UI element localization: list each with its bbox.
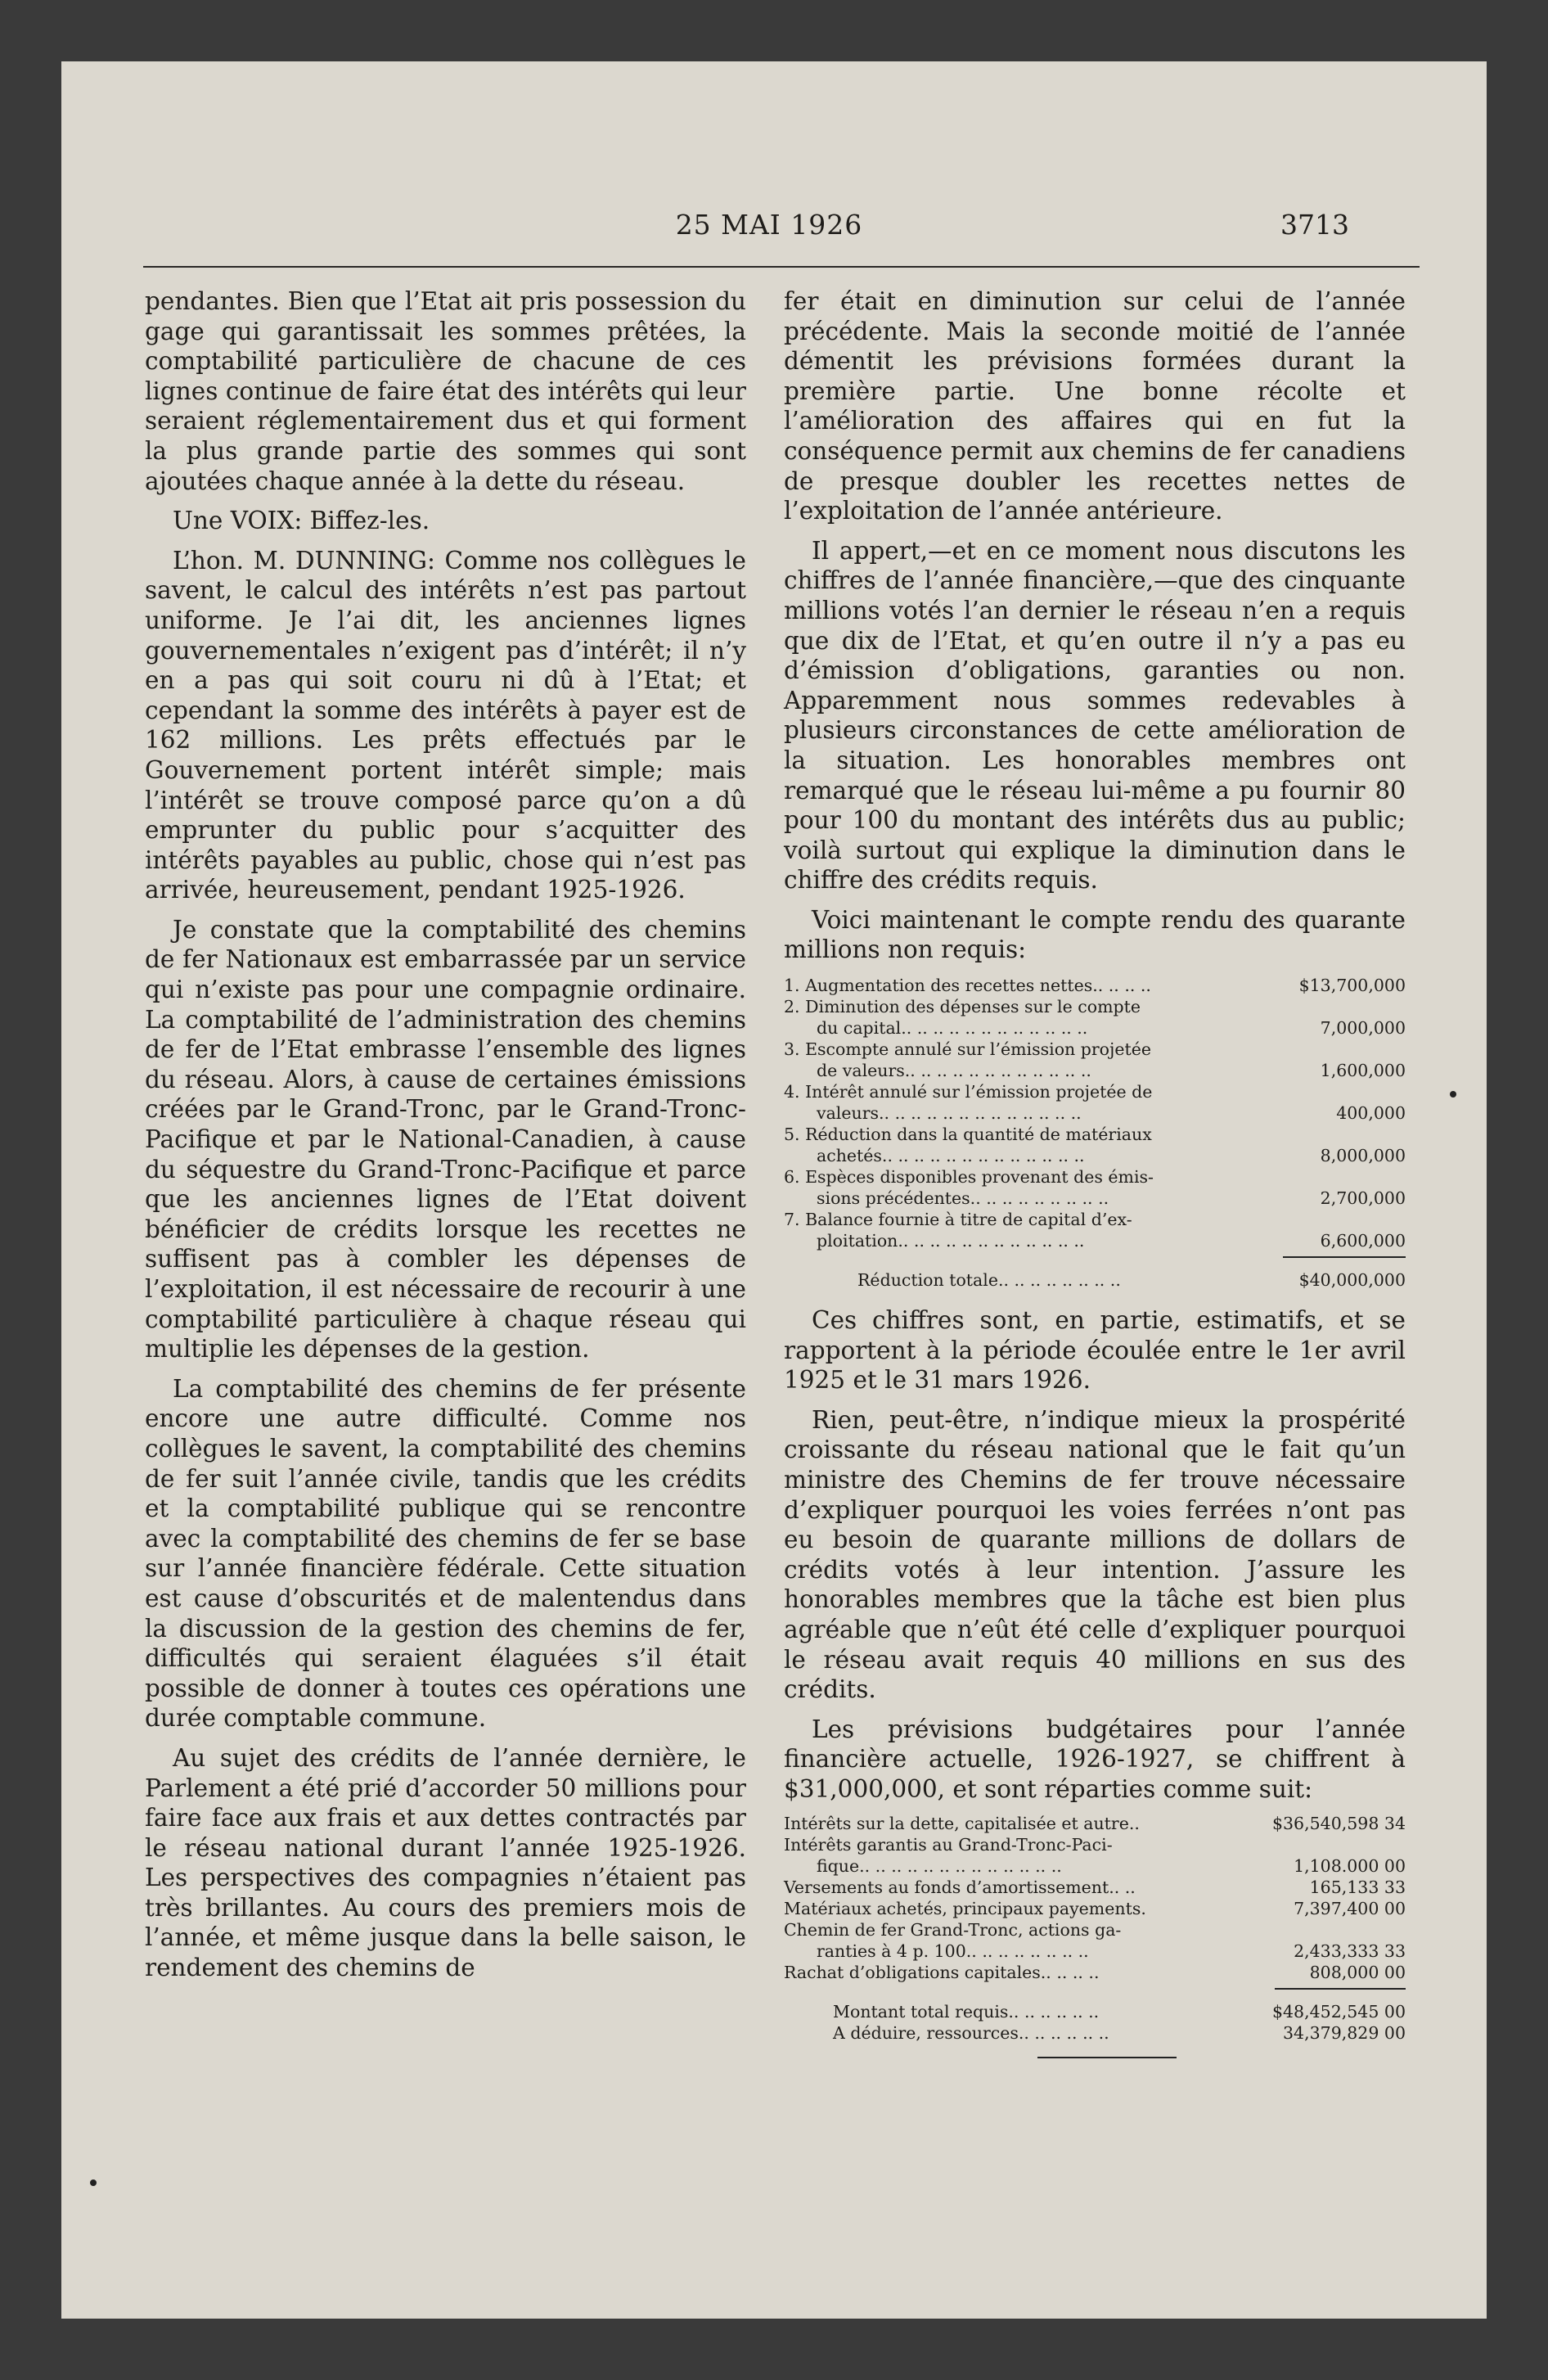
ledger-row <box>784 975 1406 996</box>
ledger-total-label: Réduction totale.. .. .. .. .. .. .. .. <box>857 1270 1121 1291</box>
ledger-row <box>784 1145 1406 1166</box>
ledger-label-cont: fique.. .. .. .. .. .. .. .. .. .. .. .. .. <box>817 1855 1062 1876</box>
ledger-row <box>784 1898 1406 1919</box>
ledger-value: 8,000,000 <box>1320 1146 1406 1166</box>
ledger-label: 4. Intérêt annulé sur l’émission projetée de <box>784 1082 1153 1102</box>
ledger-row <box>784 1962 1406 1983</box>
ledger-total-value: $48,452,545 00 <box>1271 2001 1406 2022</box>
ledger-label-cont: ranties à 4 p. 100.. .. .. .. .. .. .. .. <box>817 1941 1089 1961</box>
ledger-label: 2. Diminution des dépenses sur le compte <box>784 997 1141 1017</box>
ledger-row <box>784 1834 1406 1855</box>
ledger-value: 1,108.000 00 <box>1294 1855 1406 1876</box>
ledger-total-label: Montant total requis.. .. .. .. .. .. <box>833 2001 1100 2022</box>
sum-rule <box>1275 1988 1406 1990</box>
ledger-row <box>784 1230 1406 1251</box>
page-sheet <box>61 61 1487 2319</box>
sum-rule <box>1283 1256 1406 1258</box>
header-date: 25 MAI 1926 <box>675 209 863 241</box>
ledger-row <box>784 1209 1406 1230</box>
page-header <box>61 209 1487 258</box>
paragraph: Rien, peut-être, n’indique mieux la prospérité croissante du réseau national que le fait qu’un ministre des Chemins de fer trouve nécessaire d’expliquer pourquoi les voies ferrées n’ont pas eu besoin de quarante millions de dollars de crédits votés à leur intention. J’assure les honorables membres que la tâche est bien plus agréable que n’eût été celle d’expliquer pourquoi le réseau avait requis 40 millions en sus des crédits. <box>784 1405 1406 1704</box>
ledger-label: 6. Espèces disponibles provenant des émis- <box>784 1167 1154 1188</box>
ledger-row <box>784 1102 1406 1124</box>
paragraph: Je constate que la comptabilité des chemins de fer Nationaux est embarrassée par un service qui n’existe pas pour une compagnie ordinaire. La comptabilité de l’administration des chemins de fer de l’Etat embrasse l’ensemble des lignes du réseau. Alors, à cause de certaines émissions créées par le Grand-Tronc, par le Grand-Tronc-Pacifique et par le National-Canadien, à cause du séquestre du Grand-Tronc-Pacifique et parce que les anciennes lignes de l’Etat doivent bénéficier de crédits lorsque les recettes ne suffisent pas à combler les dépenses de l’exploitation, il est nécessaire de recourir à une comptabilité particulière à chaque réseau qui multiplie les dépenses de la gestion. <box>145 915 746 1364</box>
ledger-total-row <box>784 2022 1406 2044</box>
ledger-total-value: $40,000,000 <box>1298 1270 1406 1291</box>
ledger-row <box>784 1124 1406 1145</box>
ledger-value: 6,600,000 <box>1320 1231 1406 1251</box>
ledger-value: 1,600,000 <box>1320 1061 1406 1081</box>
ledger-label-cont: du capital.. .. .. .. .. .. .. .. .. .. .. .. <box>817 1018 1088 1039</box>
paragraph: Il appert,—et en ce moment nous discutons les chiffres de l’année financière,—que des cinquante millions votés l’an dernier le réseau n’en a requis que dix de l’Etat, et qu’en outre il n’y a pas eu d’émission d’obligations, garanties ou non. Apparemment nous sommes redevables à plusieurs circonstances de cette amélioration de la situation. Les honorables membres ont remarqué que le réseau lui-même a pu fournir 80 pour 100 du montant des intérêts dus au public; voilà surtout qui explique la diminution dans le chiffre des crédits requis. <box>784 536 1406 895</box>
ledger-label: Matériaux achetés, principaux payements. <box>784 1898 1146 1918</box>
ledger-value: 165,133 33 <box>1309 1877 1406 1897</box>
paragraph: pendantes. Bien que l’Etat ait pris possession du gage qui garantissait les sommes prêtées, la comptabilité particulière de chacune de ces lignes continue de faire état des intérêts qui leur seraient réglementairement dus et qui forment la plus grande partie des sommes qui sont ajoutées chaque année à la dette du réseau. <box>145 287 746 495</box>
closing-rule <box>1037 2057 1177 2058</box>
ledger-row <box>784 1017 1406 1039</box>
ledger-row <box>784 1166 1406 1188</box>
ledger-label: Rachat d’obligations capitales.. .. .. .. <box>784 1962 1100 1982</box>
ledger-total-row <box>784 2001 1406 2022</box>
ledger-row <box>784 1188 1406 1209</box>
ledger-row <box>784 1877 1406 1898</box>
ledger-row <box>784 996 1406 1017</box>
ledger-label: Intérêts sur la dette, capitalisée et autre.. <box>784 1813 1140 1833</box>
budget-ledger <box>784 1813 1406 2058</box>
page-number: 3713 <box>1280 209 1349 241</box>
ledger-label: 1. Augmentation des recettes nettes.. .. .. .. <box>784 976 1151 996</box>
ledger-label: 5. Réduction dans la quantité de matériaux <box>784 1125 1152 1145</box>
ledger-value: 808,000 00 <box>1309 1962 1406 1982</box>
ledger-value: 2,700,000 <box>1320 1188 1406 1209</box>
right-column <box>784 286 1406 2058</box>
left-column <box>145 286 746 1983</box>
ledger-row <box>784 1919 1406 1941</box>
ledger-total-value: 34,379,829 00 <box>1283 2022 1406 2043</box>
paragraph: Ces chiffres sont, en partie, estimatifs, et se rapportent à la période écoulée entre le 1er avril 1925 et le 31 mars 1926. <box>784 1306 1406 1395</box>
paragraph: fer était en diminution sur celui de l’année précédente. Mais la seconde moitié de l’année démentit les prévisions formées durant la première partie. Une bonne récolte et l’amélioration des affaires qui en fut la conséquence permit aux chemins de fer canadiens de presque doubler les recettes nettes de l’exploitation de l’année antérieure. <box>784 287 1406 525</box>
ledger-label-cont: achetés.. .. .. .. .. .. .. .. .. .. .. .. .. <box>817 1146 1085 1166</box>
ledger-label: 7. Balance fournie à titre de capital d’ex- <box>784 1210 1132 1230</box>
margin-dot <box>90 2179 97 2186</box>
reduction-ledger <box>784 975 1406 1291</box>
paragraph: Voici maintenant le compte rendu des quarante millions non requis: <box>784 905 1406 964</box>
header-rule <box>143 266 1420 268</box>
ledger-label-cont: de valeurs.. .. .. .. .. .. .. .. .. .. .. .. <box>817 1061 1091 1081</box>
ledger-label-cont: sions précédentes.. .. .. .. .. .. .. .. .. <box>817 1188 1109 1209</box>
paragraph: Au sujet des crédits de l’année dernière, le Parlement a été prié d’accorder 50 millions pour faire face aux frais et aux dettes contractés par le réseau national durant l’année 1925-1926. Les perspectives des compagnies n’étaient pas très brillantes. Au cours des premiers mois de l’année, et même jusque dans la belle saison, le rendement des chemins de <box>145 1743 746 1982</box>
ledger-label: Chemin de fer Grand-Tronc, actions ga- <box>784 1919 1122 1940</box>
ledger-label: 3. Escompte annulé sur l’émission projetée <box>784 1039 1152 1060</box>
ledger-value: 7,397,400 00 <box>1294 1898 1406 1918</box>
ledger-row <box>784 1855 1406 1877</box>
ledger-row <box>784 1060 1406 1081</box>
ledger-label-cont: ploitation.. .. .. .. .. .. .. .. .. .. .. .. <box>817 1231 1085 1251</box>
margin-dot <box>1450 1091 1456 1098</box>
ledger-value: $13,700,000 <box>1298 976 1406 996</box>
ledger-value: 7,000,000 <box>1320 1018 1406 1039</box>
ledger-total-row <box>784 1269 1406 1291</box>
ledger-row <box>784 1039 1406 1060</box>
ledger-value: 400,000 <box>1336 1103 1406 1124</box>
paragraph: L’hon. M. DUNNING: Comme nos collègues le savent, le calcul des intérêts n’est pas partout uniforme. Je l’ai dit, les anciennes lignes gouvernementales n’exigent pas d’intérêt; il n’y en a pas qui soit couru ni dû à l’Etat; et cependant la somme des intérêts à payer est de 162 millions. Les prêts effectués par le Gouvernement portent intérêt simple; mais l’intérêt se trouve composé parce qu’on a dû emprunter du public pour s’acquitter des intérêts payables au public, chose qui n’est pas arrivée, heureusement, pendant 1925-1926. <box>145 546 746 904</box>
ledger-total-label: A déduire, ressources.. .. .. .. .. .. <box>833 2022 1109 2043</box>
ledger-value: 2,433,333 33 <box>1294 1941 1406 1961</box>
paragraph: Une VOIX: Biffez-les. <box>173 507 430 535</box>
ledger-label: Intérêts garantis au Grand-Tronc-Paci- <box>784 1834 1113 1855</box>
paragraph: Les prévisions budgétaires pour l’année financière actuelle, 1926-1927, se chiffrent à $31,000,000, et sont réparties comme suit: <box>784 1715 1406 1803</box>
ledger-row <box>784 1813 1406 1834</box>
ledger-row <box>784 1081 1406 1102</box>
ledger-label: Versements au fonds d’amortissement.. .. <box>784 1877 1136 1897</box>
ledger-row <box>784 1941 1406 1962</box>
ledger-value: $36,540,598 34 <box>1271 1813 1406 1833</box>
paragraph: La comptabilité des chemins de fer présente encore une autre difficulté. Comme nos collègues le savent, la comptabilité des chemins de fer suit l’année civile, tandis que les crédits et la comptabilité publique qui se rencontre avec la comptabilité des chemins de fer se base sur l’année financière fédérale. Cette situation est cause d’obscurités et de malentendus dans la discussion de la gestion des chemins de fer, difficultés qui seraient élaguées s’il était possible de donner à toutes ces opérations une durée comptable commune. <box>145 1374 746 1733</box>
ledger-label-cont: valeurs.. .. .. .. .. .. .. .. .. .. .. .. .. <box>817 1103 1082 1124</box>
